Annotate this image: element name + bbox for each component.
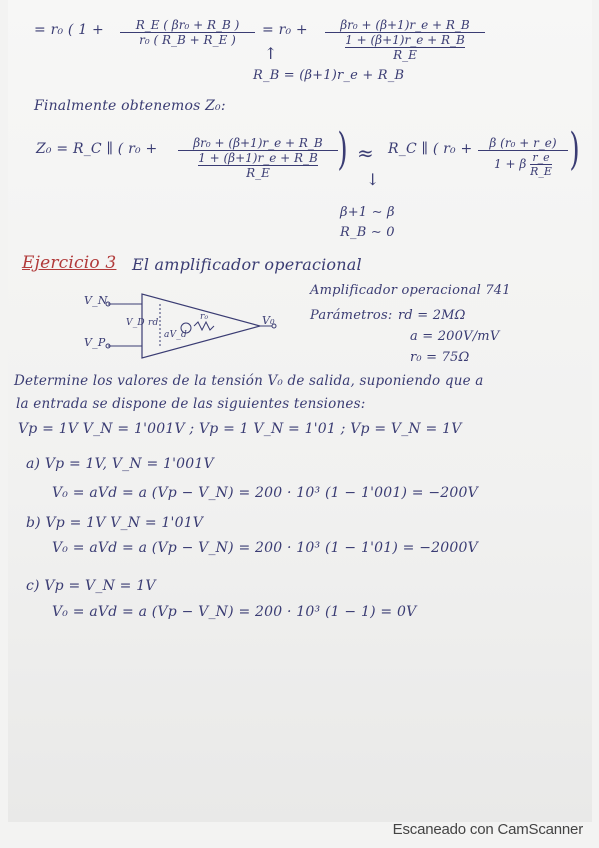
eq-z0-frac-den-wrap <box>178 151 338 166</box>
eq-z0-frac-numerator: βr₀ + (β+1)r_e + R_B <box>178 136 338 151</box>
circuit-avd-label: aV_d <box>164 330 187 340</box>
circuit-vd-label: V_D <box>126 318 145 328</box>
param-a: a = 200V/mV <box>410 329 500 344</box>
eq-top-note: R_B = (β+1)r_e + R_B <box>253 68 405 83</box>
circuit-ro-label: r₀ <box>200 312 209 322</box>
eq-z0-right-lead: R_C ∥ ( r₀ + <box>388 141 473 157</box>
camscanner-watermark: Escaneado con CamScanner <box>392 821 583 838</box>
cases-line: Vp = 1V V_N = 1'001V ; Vp = 1 V_N = 1'01 ; Vp = V_N = 1V <box>18 421 462 437</box>
ro-resistor <box>194 322 214 330</box>
eq-z0-lead: Z₀ = R_C ∥ ( r₀ + <box>36 141 158 157</box>
eq-top-frac2-den-wrap <box>325 33 485 48</box>
eq-top-lead: = r₀ ( 1 + <box>34 22 104 38</box>
statement-line-1: Determine los valores de la tensión V₀ de salida, suponiendo que a <box>14 373 484 389</box>
eq-top-frac2-den-top: 1 + (β+1)r_e + R_B <box>345 33 465 47</box>
case-b-equation: V₀ = aVd = a (Vp − V_N) = 200 · 10³ (1 − 1'01) = −2000V <box>52 540 478 556</box>
eq-z0-close-paren: ) <box>337 124 348 175</box>
eq-z0-fraction <box>178 136 338 180</box>
opamp-circuit-diagram <box>82 286 292 366</box>
eq-z0-frac-den-bottom: R_E <box>246 166 270 180</box>
eq-z0-right-fraction <box>478 136 568 178</box>
case-a-equation: V₀ = aVd = a (Vp − V_N) = 200 · 10³ (1 − 1'001) = −200V <box>52 485 478 501</box>
statement-line-2: la entrada se dispone de las siguientes tensiones: <box>16 396 366 412</box>
case-b-label: b) Vp = 1V V_N = 1'01V <box>26 515 204 531</box>
param-ro: r₀ = 75Ω <box>410 350 470 365</box>
condition-rb: R_B ∼ 0 <box>340 225 395 240</box>
down-arrow-icon: ↓ <box>366 170 380 189</box>
eq-top-fraction-1 <box>120 18 255 47</box>
eq-top-frac1-numerator: R_E ( βr₀ + R_B ) <box>120 18 255 33</box>
param-rd: rd = 2MΩ <box>398 308 466 323</box>
approx-symbol: ≈ <box>357 141 374 165</box>
eq-top-frac1-denominator: r₀ ( R_B + R_E ) <box>139 33 236 47</box>
up-arrow-icon: ↑ <box>264 44 278 63</box>
params-label: Parámetros: <box>310 308 393 323</box>
eq-z0-right-den-wrap <box>478 151 568 178</box>
eq-z0-right-close-paren: ) <box>569 124 580 175</box>
circuit-rd-label: rd <box>148 318 159 328</box>
eq-top-frac2-den-bottom: R_E <box>393 48 417 62</box>
case-a-label: a) Vp = 1V, V_N = 1'001V <box>26 456 214 472</box>
eq-z0-right-den-inner-frac <box>530 151 552 178</box>
final-line: Finalmente obtenemos Z₀: <box>34 98 226 114</box>
circuit-vo-label: V₀ <box>262 314 275 327</box>
eq-top-fraction-2 <box>325 18 485 62</box>
exercise-heading: Ejercicio 3 <box>22 253 117 273</box>
condition-beta: β+1 ∼ β <box>340 205 395 220</box>
circuit-vn-label: V_N <box>84 294 108 307</box>
eq-top-frac2-numerator: βr₀ + (β+1)r_e + R_B <box>325 18 485 33</box>
eq-top-mid: = r₀ + <box>262 22 308 38</box>
eq-z0-inner-frac-den: R_E <box>530 165 552 178</box>
case-c-equation: V₀ = aVd = a (Vp − V_N) = 200 · 10³ (1 − 1) = 0V <box>52 604 417 620</box>
circuit-vp-label: V_P <box>84 336 106 349</box>
case-c-label: c) Vp = V_N = 1V <box>26 578 156 594</box>
eq-z0-inner-frac-num: r_e <box>530 151 552 165</box>
eq-z0-right-numerator: β (r₀ + r_e) <box>478 136 568 151</box>
params-title: Amplificador operacional 741 <box>310 283 511 298</box>
eq-z0-right-den-lead: 1 + β <box>494 157 527 171</box>
eq-z0-frac-den-top: 1 + (β+1)r_e + R_B <box>198 151 318 165</box>
exercise-title: El amplificador operacional <box>132 255 362 274</box>
